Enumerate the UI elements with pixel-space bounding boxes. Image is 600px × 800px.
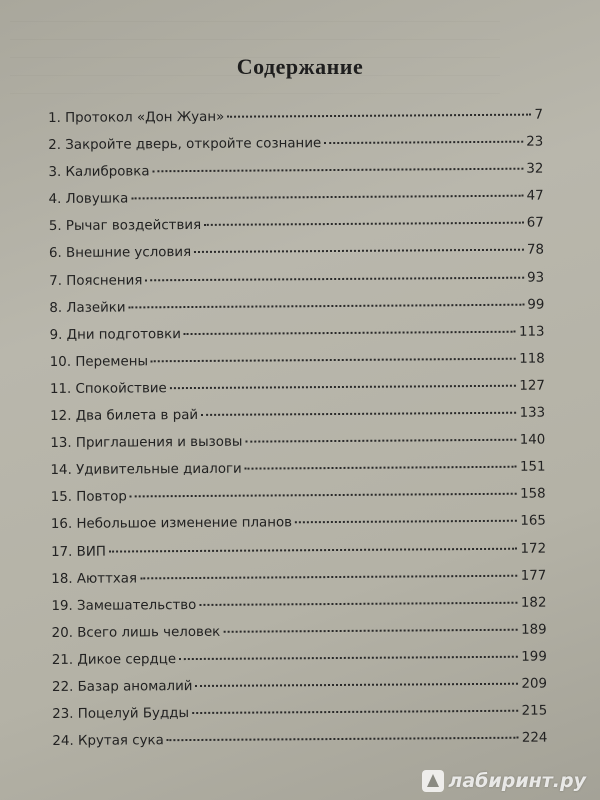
dot-leader <box>223 629 518 633</box>
dot-leader <box>204 222 524 226</box>
toc-entry-title: 1. Протокол «Дон Жуан» <box>48 109 225 126</box>
toc-entry-page: 140 <box>519 432 546 448</box>
toc-entry <box>50 378 545 409</box>
toc-entry-title: 15. Повтор <box>50 489 127 506</box>
toc-entry <box>48 108 543 139</box>
toc-entry <box>50 351 545 382</box>
dot-leader <box>195 683 518 687</box>
dot-leader <box>245 439 516 443</box>
toc-entry-title: 24. Крутая сука <box>52 733 164 750</box>
toc-entry-page: 151 <box>519 459 546 475</box>
toc-entry <box>50 406 545 437</box>
dot-leader <box>192 710 519 714</box>
toc-entry-page: 118 <box>519 351 545 367</box>
toc-entry <box>49 243 544 274</box>
toc-entry-page: 209 <box>521 676 548 692</box>
dot-leader <box>131 195 523 200</box>
toc-entry-title: 2. Закройте дверь, откройте сознание <box>48 136 322 154</box>
toc-entry <box>49 216 544 247</box>
dot-leader <box>201 412 516 416</box>
toc-entry-page: 189 <box>521 622 547 638</box>
toc-entry <box>52 649 547 680</box>
dot-leader <box>145 276 524 281</box>
toc-entry-title: 10. Перемены <box>49 354 149 370</box>
toc-entry <box>51 595 546 626</box>
toc-entry-page: 158 <box>520 486 546 503</box>
toc-entry-page: 127 <box>519 378 545 394</box>
toc-entry-page: 215 <box>521 703 548 719</box>
toc-entry <box>49 270 544 301</box>
toc-entry-page: 224 <box>521 730 548 746</box>
toc-entry-title: 14. Удивительные диалоги <box>50 461 242 479</box>
toc-entry <box>48 135 543 166</box>
toc-entry-title: 7. Пояснения <box>49 272 143 289</box>
toc-entry-title: 23. Поцелуй Будды <box>52 706 190 723</box>
toc-entry-page: 177 <box>520 568 547 584</box>
dot-leader <box>140 574 518 579</box>
toc-entry-title: 5. Рычаг воздействия <box>48 218 202 235</box>
toc-entry <box>48 162 543 193</box>
toc-entry-title: 9. Дни подготовки <box>49 326 181 343</box>
toc-entry-title: 18. Аюттхая <box>51 570 138 587</box>
dot-leader <box>227 114 531 118</box>
dot-leader <box>167 737 519 741</box>
toc-entry-title: 13. Приглашения и вызовы <box>50 434 243 452</box>
toc-entry-page: 99 <box>527 297 545 313</box>
toc-entry <box>50 433 545 464</box>
watermark <box>422 770 586 792</box>
toc-entry <box>52 704 547 735</box>
toc-entry <box>52 676 547 707</box>
toc-entry-page: 165 <box>520 513 546 530</box>
dot-leader <box>179 656 518 660</box>
table-of-contents <box>48 108 548 762</box>
dot-leader <box>324 141 523 144</box>
toc-entry-page: 199 <box>521 649 547 665</box>
toc-entry-title: 6. Внешние условия <box>48 245 192 262</box>
toc-entry <box>51 514 546 545</box>
toc-entry <box>50 324 545 355</box>
toc-entry-page: 67 <box>526 215 544 232</box>
dot-leader <box>109 547 518 552</box>
toc-entry-title: 8. Лазейки <box>49 300 126 316</box>
toc-entry-title: 3. Калибровка <box>48 164 150 181</box>
page-title: Содержание <box>236 54 364 79</box>
toc-entry-page: 78 <box>526 243 545 259</box>
toc-entry <box>51 568 546 599</box>
toc-entry <box>49 189 544 220</box>
labirint-logo-icon <box>422 770 444 792</box>
toc-entry-title: 11. Спокойствие <box>49 381 167 397</box>
toc-entry-title: 12. Два билета в рай <box>50 407 199 425</box>
toc-entry <box>49 297 544 328</box>
toc-entry-page: 32 <box>526 161 544 177</box>
toc-entry-title: 20. Всего лишь человек <box>51 624 221 641</box>
toc-entry-page: 182 <box>520 595 547 611</box>
toc-entry-title: 21. Дикое сердце <box>51 651 177 668</box>
dot-leader <box>130 493 517 498</box>
toc-entry-title: 17. ВИП <box>51 544 106 560</box>
toc-entry-page: 133 <box>519 405 546 421</box>
dot-leader <box>170 385 517 389</box>
toc-entry-page: 7 <box>534 107 544 123</box>
toc-entry <box>50 460 545 491</box>
dot-leader <box>295 520 517 524</box>
toc-entry-page: 93 <box>527 270 545 286</box>
toc-entry-title: 22. Базар аномалий <box>51 678 193 695</box>
toc-entry <box>52 622 547 653</box>
dot-leader <box>184 330 516 334</box>
toc-entry <box>52 731 547 762</box>
toc-entry-title: 4. Ловушка <box>48 191 129 208</box>
dot-leader <box>129 303 525 308</box>
toc-entry-page: 113 <box>518 324 545 340</box>
dot-leader <box>194 249 524 253</box>
toc-entry-page: 172 <box>520 541 547 557</box>
toc-entry-title: 16. Небольшое изменение планов <box>50 515 293 533</box>
toc-entry-page: 23 <box>526 134 544 150</box>
toc-entry-page: 47 <box>526 188 544 204</box>
dot-leader <box>151 358 516 363</box>
dot-leader <box>245 466 517 470</box>
toc-entry <box>51 487 546 518</box>
dot-leader <box>153 168 524 173</box>
toc-entry-title: 19. Замешательство <box>51 597 197 614</box>
watermark-text: лабиринт.ру <box>448 770 586 792</box>
dot-leader <box>199 601 518 605</box>
toc-entry <box>51 541 546 572</box>
